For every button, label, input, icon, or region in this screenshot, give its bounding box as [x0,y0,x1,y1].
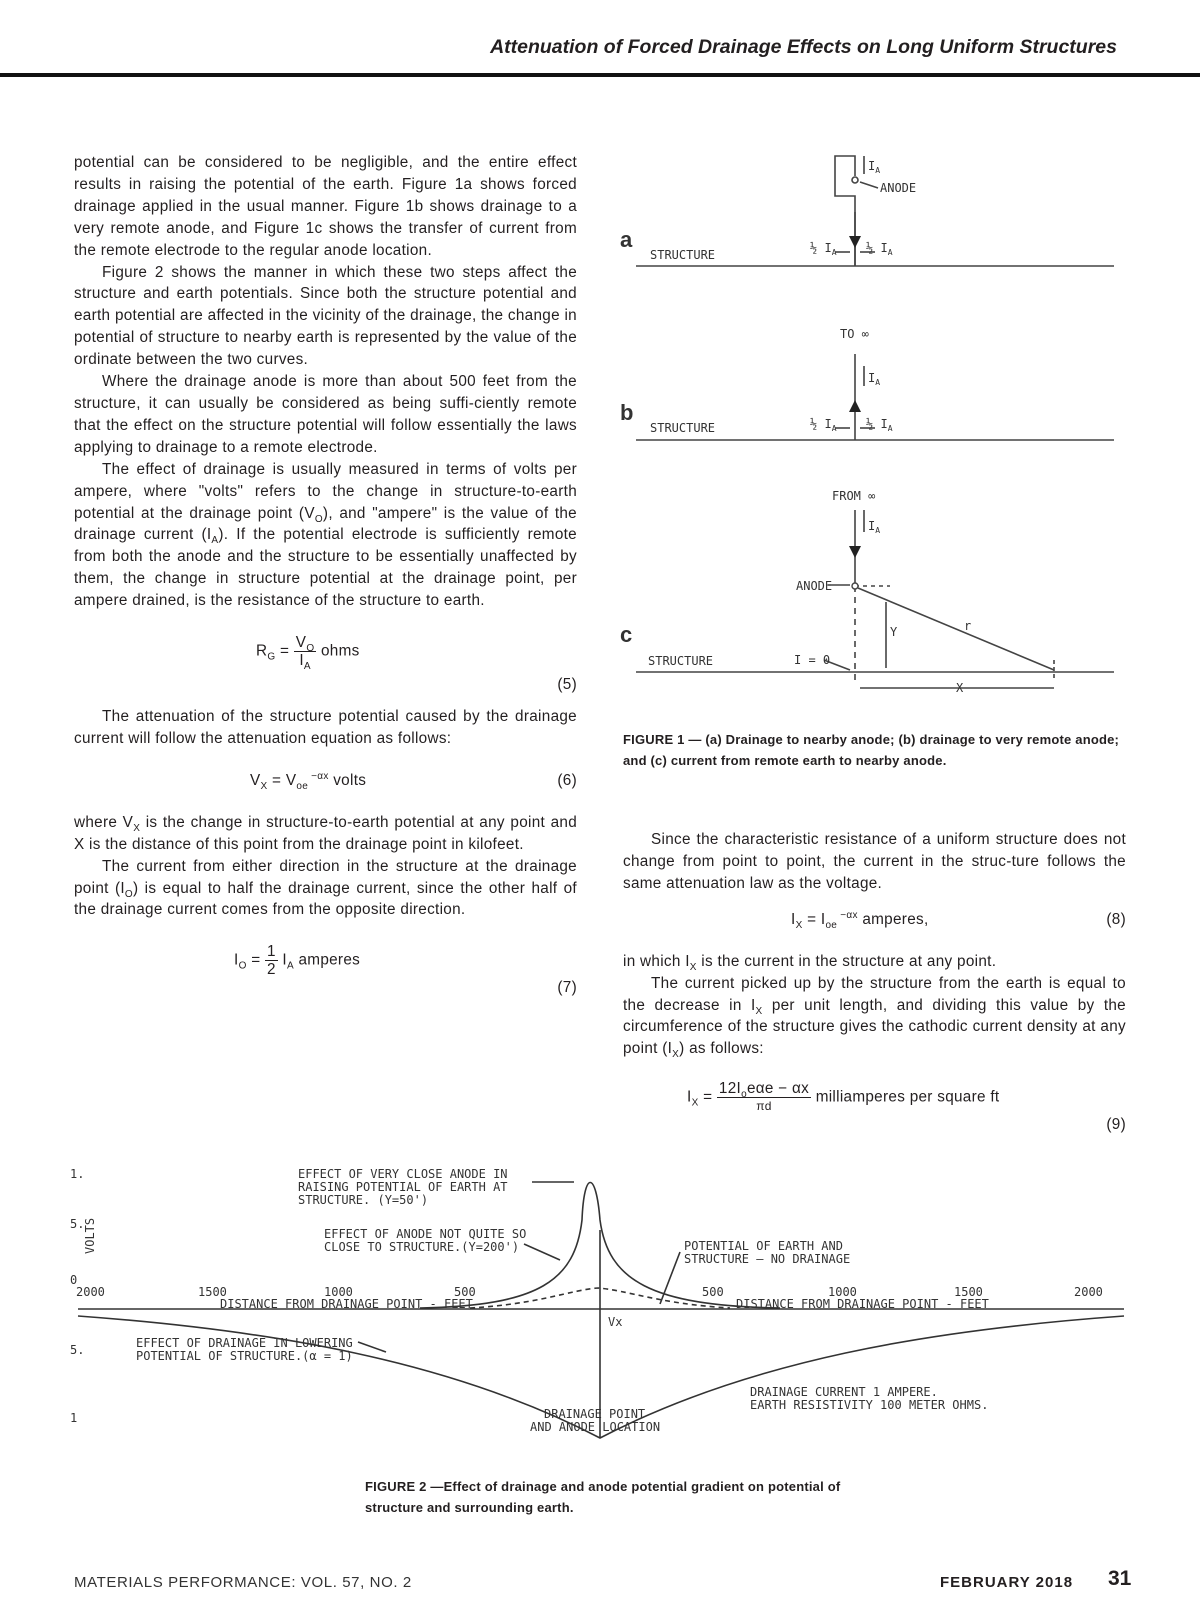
paragraph: The current picked up by the structure from the earth is equal to the decrease in $I_X$ per unit length, and dividing this value by the circumference of the structure gives the cathodic current density at any point $(I_X)$ as follows: [623,974,1126,1061]
half-current-label: ½ $I_A$ [810,417,837,433]
to-infinity-label: TO ∞ [840,327,869,341]
x-axis-label: DISTANCE FROM DRAINAGE POINT - FEET [220,1297,473,1311]
x-tick: 1000 [828,1285,857,1299]
anode-label: ANODE [796,579,833,593]
equation-number: (7) [557,979,577,997]
annotation: EFFECT OF VERY CLOSE ANODE IN [298,1167,508,1181]
y-distance-label: Y [890,625,898,639]
x-tick: 2000 [76,1285,105,1299]
figure-1-drawing [620,140,1118,700]
right-column [623,829,1126,1138]
annotation: DRAINAGE POINT [544,1407,646,1421]
equation-number: (6) [557,771,577,789]
paragraph: potential can be considered to be negligible, and the entire effect results in raising the potential of the earth. Figure 1a shows forced drainage applied in the usual manner. Figure 1b shows drainage to a very remote anode, and Figure 1c shows the transfer of current from the remote electrode to the regular anode location. [74,154,577,259]
annotation: EFFECT OF DRAINAGE IN LOWERING [136,1336,353,1350]
annotation: STRUCTURE – NO DRAINAGE [684,1252,851,1266]
running-title: Attenuation of Forced Drainage Effects on Long Uniform Structures [490,36,1117,58]
y-axis-label: VOLTS [83,1217,97,1254]
current-label: $I_A$ [868,159,881,175]
equation-7: $I_O$ = $\frac{1}{2}$ $I_A$ amperes (7) [74,921,577,1001]
x-tick: 1500 [198,1285,227,1299]
annotation: STRUCTURE. (Y=50') [298,1193,429,1207]
left-column [74,152,577,1001]
equation-6: $V_X = V_{oe}$ $^{-\alpha x}$ volts (6) [250,770,577,792]
x-tick: 500 [454,1285,476,1299]
x-tick: 1000 [324,1285,353,1299]
paragraph: The current from either direction in the structure at the drainage point $(I_O)$ is equal to half the drainage current, since the other half of the drainage current comes from the opposite direction. [74,857,577,919]
equation-9: $I_X$ = $\frac{12I_oe\alpha e - \alpha x}{\pi d}$ milliamperes per square ft (9) [623,1060,1126,1138]
journal-footer: MATERIALS PERFORMANCE: VOL. 57, NO. 2 [74,1574,412,1591]
y-tick: 1 [70,1411,78,1425]
header-rule [0,73,1200,77]
panel-label-a: a [620,227,633,252]
x-tick: 1500 [954,1285,983,1299]
paragraph: Since the characteristic resistance of a uniform structure does not change from point to point, the current in the struc-ture follows the same attenuation law as the voltage. [623,831,1126,892]
annotation: POTENTIAL OF EARTH AND [684,1239,843,1253]
equation-number: (8) [1106,910,1126,928]
figure-2 [70,1160,1130,1470]
figure-1-caption: FIGURE 1 — (a) Drainage to nearby anode; (b) drainage to very remote anode; and (c) current from remote earth to nearby anode. [623,732,1120,768]
half-current-label: ½ $I_A$ [810,241,837,257]
y-tick: 1. [70,1167,85,1181]
r-distance-label: r [964,619,972,633]
equation-5: $R_G$ = $\frac{V_O}{I_A}$ ohms (5) [74,612,577,700]
half-current-label: ½ $I_A$ [866,241,893,257]
zero-current-label: I = 0 [794,653,831,667]
equation-number: (9) [1106,1116,1126,1134]
paragraph: Figure 2 shows the manner in which these two steps affect the structure and earth potentials. Since both the structure potential and earth potential are affected in the vicinity of the drainage, the change in potential of structure to nearby earth is represented by the value of the ordinate between the two curves. [74,263,577,369]
from-infinity-label: FROM ∞ [832,489,876,503]
paragraph: The attenuation of the structure potential caused by the drainage current will follow the attenuation equation as follows: [74,708,577,747]
paragraph: where $V_X$ is the change in structure-to-earth potential at any point and X is the distance of this point from the drainage point in kilofeet. [74,813,577,853]
figure-2-drawing [70,1160,1130,1470]
equation-number: (5) [557,676,577,694]
figure-1 [620,140,1118,700]
annotation: CLOSE TO STRUCTURE.(Y=200') [324,1240,520,1254]
annotation: EARTH RESISTIVITY 100 METER OHMS. [750,1398,989,1412]
y-tick: 5. [70,1343,85,1357]
current-label: $I_A$ [868,519,881,535]
figure-2-caption: FIGURE 2 —Effect of drainage and anode potential gradient on potential of structure and surrounding earth. [365,1479,841,1515]
page-number: 31 [1108,1567,1132,1590]
structure-label: STRUCTURE [650,248,716,262]
y-tick: 5. [70,1217,85,1231]
x-distance-label: X [956,681,964,695]
y-tick: 0 [70,1273,78,1287]
vx-label: Vx [608,1315,623,1329]
structure-label: STRUCTURE [650,421,716,435]
annotation: EFFECT OF ANODE NOT QUITE SO [324,1227,527,1241]
anode-label: ANODE [880,181,917,195]
x-tick: 500 [702,1285,724,1299]
structure-label: STRUCTURE [648,654,714,668]
annotation: DRAINAGE CURRENT 1 AMPERE. [750,1385,938,1399]
issue-date: FEBRUARY 2018 [940,1574,1074,1591]
panel-label-c: c [620,622,633,647]
x-tick: 2000 [1074,1285,1103,1299]
paragraph: Where the drainage anode is more than about 500 feet from the structure, it can usually be considered as being suffi-ciently remote that the effect on the structure potential will follow essentially the laws applying to drainage to a remote electrode. [74,373,577,456]
current-label: $I_A$ [868,371,881,387]
equation-8: $I_X = I_{oe}$ $^{-\alpha x}$ amperes, (8) [791,909,1126,931]
paragraph: in which $I_X$ is the current in the structure at any point. [623,952,997,973]
annotation: RAISING POTENTIAL OF EARTH AT [298,1180,508,1194]
annotation: AND ANODE LOCATION [530,1420,661,1434]
half-current-label: ½ $I_A$ [866,417,893,433]
panel-label-b: b [620,400,634,425]
paragraph: The effect of drainage is usually measured in terms of volts per ampere, where "volts" refers to the change in structure-to-earth potential at the drainage point $(V_O)$, and "ampere" is the value of the drainage current $(I_A)$. If the potential electrode is sufficiently remote from both the anode and the structure to be essentially unaffected by them, the change in structure potential at the drainage point, per ampere drained, is the resistance of the structure to earth. [74,460,577,610]
annotation: POTENTIAL OF STRUCTURE.(α = 1) [136,1349,353,1363]
x-axis-label: DISTANCE FROM DRAINAGE POINT - FEET [736,1297,989,1311]
